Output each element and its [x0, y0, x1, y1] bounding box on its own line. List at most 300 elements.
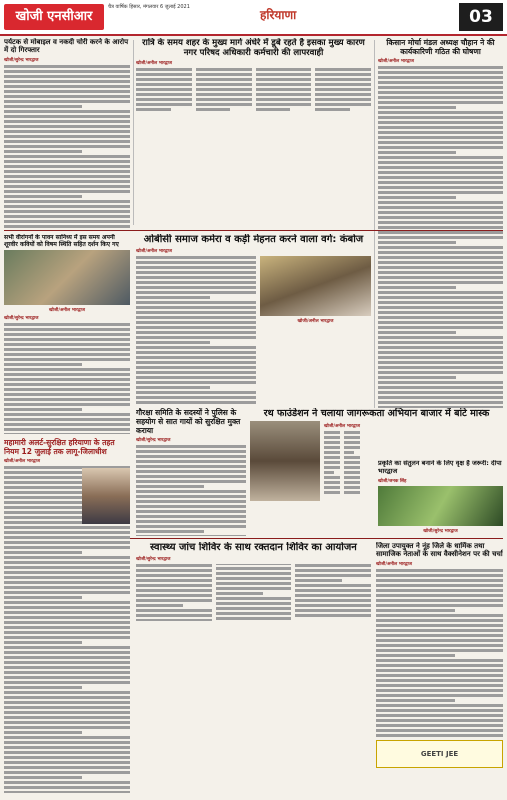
text-line [378, 326, 503, 329]
text-line [136, 301, 256, 304]
text-line [376, 664, 503, 667]
text-line [4, 373, 130, 376]
text-line [136, 276, 256, 279]
text-line [324, 441, 340, 444]
news-photo [378, 486, 503, 526]
text-line [4, 100, 130, 103]
text-line [4, 681, 130, 684]
text-line [136, 470, 246, 473]
text-line [295, 589, 371, 592]
text-line [378, 96, 503, 99]
text-line [295, 574, 371, 577]
text-line [256, 83, 312, 86]
text-line [4, 190, 130, 193]
text-line [315, 78, 371, 81]
text-line [295, 569, 371, 572]
story-vriksh [378, 460, 503, 536]
text-line [4, 328, 130, 331]
text-line [376, 599, 503, 602]
text-line [216, 612, 292, 615]
page-header [0, 0, 507, 36]
text-line [4, 741, 130, 744]
text-line [344, 431, 360, 434]
story-body [324, 431, 360, 496]
text-line [4, 556, 130, 559]
story-body [376, 569, 503, 737]
text-line [136, 286, 256, 289]
story-headline: जिला उपायुक्त ने नूंह जिले के धार्मिक तथा सामाजिक नेताओं के साथ वैक्सीनेशन पर की चर्चा [376, 542, 503, 559]
text-line [4, 526, 130, 529]
text-line [4, 393, 130, 396]
text-line [378, 166, 503, 169]
story-headline: महामारी अलर्ट-सुरक्षित हरियाणा के तहत नियम 12 जुलाई तक लागू-जिलाधीश [4, 438, 115, 456]
text-line [4, 776, 82, 779]
text-line [295, 599, 371, 602]
text-line [136, 326, 256, 329]
text-line [136, 296, 210, 299]
story-headline: ओबीसी समाज कमेरा व कड़ी मेहनत करने वाला वर्ग: कंबोज [143, 234, 364, 245]
text-line [376, 724, 503, 727]
text-line [4, 433, 130, 434]
text-line [256, 98, 312, 101]
text-line [216, 572, 292, 575]
text-line [4, 150, 82, 153]
text-line [136, 306, 256, 309]
text-line [376, 659, 503, 662]
text-line [376, 649, 503, 652]
text-line [136, 396, 256, 399]
story-byline: खोजी/सुरेन्द्र भारद्वाज [4, 57, 39, 63]
text-line [376, 734, 503, 737]
text-line [136, 599, 212, 602]
text-line [4, 220, 130, 223]
text-line [378, 141, 503, 144]
news-photo [260, 256, 371, 316]
text-line [295, 614, 371, 617]
text-line [344, 461, 360, 464]
text-line [344, 481, 360, 484]
text-line [4, 428, 130, 431]
text-line [378, 336, 503, 339]
text-line [378, 256, 503, 259]
text-line [4, 145, 130, 148]
text-line [136, 465, 246, 468]
text-line [4, 185, 130, 188]
text-line [4, 383, 130, 386]
text-line [378, 281, 503, 284]
text-line [295, 584, 371, 587]
text-line [378, 111, 503, 114]
text-line [378, 386, 503, 389]
text-line [4, 761, 130, 764]
text-line [344, 446, 360, 449]
text-line [4, 651, 130, 654]
text-line [378, 216, 503, 219]
text-line [378, 211, 503, 214]
text-line [4, 418, 130, 421]
text-line [376, 699, 455, 702]
text-line [295, 579, 342, 582]
text-line [136, 336, 256, 339]
text-line [136, 266, 256, 269]
text-line [376, 679, 503, 682]
text-line [315, 98, 371, 101]
text-line [4, 686, 82, 689]
photo-caption: खोजी/अनील भारद्वाज [49, 308, 85, 314]
text-line [216, 577, 292, 580]
text-line [315, 103, 371, 106]
text-line [136, 331, 256, 334]
text-line [136, 450, 246, 453]
text-line [376, 684, 503, 687]
text-line [4, 696, 130, 699]
text-line [4, 363, 82, 366]
text-line [378, 381, 503, 384]
text-line [136, 108, 171, 111]
text-line [256, 88, 312, 91]
text-line [376, 689, 503, 692]
text-line [4, 155, 130, 158]
story-nuh-vaccination [376, 542, 503, 794]
text-line [315, 108, 350, 111]
story-byline: खोजी/अनील भारद्वाज [136, 249, 172, 254]
text-line [4, 80, 130, 83]
text-line [4, 70, 130, 73]
story-byline: खोजी/सुरेन्द्र भारद्वाज [4, 316, 39, 322]
text-line [136, 401, 256, 404]
text-line [4, 751, 130, 754]
text-line [4, 343, 130, 346]
text-line [378, 296, 503, 299]
text-line [4, 323, 130, 326]
text-line [378, 261, 503, 264]
text-line [136, 455, 246, 458]
text-line [4, 358, 130, 361]
text-line [216, 582, 292, 585]
text-line [136, 520, 246, 523]
text-line [324, 471, 334, 474]
text-line [376, 669, 503, 672]
text-line [136, 589, 212, 592]
text-line [136, 609, 212, 612]
text-line [216, 597, 292, 600]
story-headline: रात्रि के समय शहर के मुख्य मार्ग अंधेरे में डूबे रहते है इसका मुख्य कारण नगर परिषद अधिकारी कर्मचारी की लापरवाही [142, 38, 365, 59]
text-line [378, 66, 503, 69]
text-line [376, 704, 503, 707]
text-line [136, 93, 192, 96]
text-line [4, 135, 130, 138]
text-line [196, 103, 252, 106]
story-headline: सभी वीरांगनों के पावन सानिध्य में इस समय अपनी शूरवीर कवियों को विषम स्थिति सहित दर्शन किए गए [4, 234, 119, 249]
text-line [4, 591, 130, 594]
text-line [4, 701, 130, 704]
text-line [4, 726, 130, 729]
text-line [378, 146, 503, 149]
text-line [378, 126, 503, 129]
text-line [4, 671, 130, 674]
text-line [136, 356, 256, 359]
text-line [4, 551, 82, 554]
story-byline: खोजी/सुरेन्द्र भारद्वाज [136, 557, 171, 562]
text-line [4, 413, 130, 416]
text-line [4, 175, 130, 178]
text-line [136, 515, 246, 518]
text-line [4, 105, 82, 108]
news-photo [4, 250, 130, 305]
text-line [4, 676, 130, 679]
text-line [4, 756, 130, 759]
section-title: हरियाणा [260, 8, 297, 22]
text-line [4, 531, 130, 534]
text-line [378, 266, 503, 269]
text-line [324, 436, 340, 439]
text-line [136, 510, 246, 513]
text-line [136, 381, 256, 384]
text-line [378, 176, 503, 179]
text-line [136, 594, 212, 597]
text-line [344, 471, 360, 474]
text-line [4, 546, 130, 549]
text-line [378, 246, 503, 249]
text-line [4, 661, 130, 664]
text-line [4, 626, 130, 629]
text-line [378, 131, 503, 134]
text-line [4, 786, 130, 789]
text-line [324, 446, 340, 449]
text-line [4, 631, 130, 634]
text-line [315, 93, 371, 96]
text-line [4, 125, 130, 128]
story-byline: खोजी/अनील भारद्वाज [376, 561, 412, 567]
text-line [4, 120, 130, 123]
text-line [136, 505, 246, 508]
text-line [4, 140, 130, 143]
story-gaurakshaka [136, 408, 246, 536]
photo-caption: खोजी/अनील भारद्वाज [297, 319, 334, 324]
text-line [4, 576, 130, 579]
text-line [378, 171, 503, 174]
text-line [378, 301, 503, 304]
text-line [378, 186, 503, 189]
text-line [378, 286, 456, 289]
text-line [376, 634, 503, 637]
text-line [136, 98, 192, 101]
text-line [344, 436, 360, 439]
text-line [4, 691, 130, 694]
text-line [216, 617, 292, 620]
text-line [4, 666, 130, 669]
text-line [196, 98, 252, 101]
text-line [4, 721, 130, 724]
text-line [378, 321, 503, 324]
text-line [256, 108, 291, 111]
text-line [295, 604, 371, 607]
text-line [378, 76, 503, 79]
text-line [136, 485, 204, 488]
text-line [136, 103, 192, 106]
text-line [378, 241, 456, 244]
text-line [378, 156, 503, 159]
text-line [315, 88, 371, 91]
story-body [4, 323, 130, 434]
text-line [344, 491, 360, 494]
text-line [4, 716, 130, 719]
text-line [4, 65, 130, 68]
text-line [4, 561, 130, 564]
text-line [196, 73, 252, 76]
text-line [376, 624, 503, 627]
text-line [315, 73, 371, 76]
text-line [136, 271, 256, 274]
text-line [136, 530, 204, 533]
text-line [136, 88, 192, 91]
text-line [136, 564, 212, 567]
story-byline: खोजी/अनील भारद्वाज [4, 459, 40, 464]
text-line [4, 95, 130, 98]
text-line [196, 88, 252, 91]
text-line [136, 341, 210, 344]
story-byline: खोजी/अनील भारद्वाज [378, 59, 414, 64]
story-byline: खोजी/अनील भारद्वाज [324, 424, 360, 430]
text-line [136, 475, 246, 478]
text-line [136, 376, 256, 379]
text-line [376, 644, 503, 647]
text-line [378, 101, 503, 104]
text-line [136, 480, 246, 483]
text-line [216, 587, 292, 590]
text-line [378, 201, 503, 204]
text-line [344, 456, 360, 459]
text-line [378, 251, 503, 254]
text-line [376, 594, 503, 597]
text-line [378, 136, 503, 139]
story-headline: स्वास्थ्य जांच शिविर के साथ रक्तदान शिविर का आयोजन [150, 542, 357, 553]
text-line [4, 205, 130, 208]
text-line [136, 256, 256, 259]
text-line [378, 81, 503, 84]
text-line [136, 574, 212, 577]
text-line [4, 353, 130, 356]
text-line [344, 441, 360, 444]
newspaper-masthead: खोजी एनसीआर [4, 4, 104, 30]
text-line [136, 391, 256, 394]
story-headline: गौरक्षा समिति के सदस्यों ने पुलिस के सहयोग से सात गायों को सुरक्षित मुक्त कराया [136, 408, 241, 435]
text-line [4, 566, 130, 569]
text-line [196, 78, 252, 81]
text-line [256, 68, 312, 71]
text-line [136, 316, 256, 319]
text-line [4, 641, 82, 644]
text-line [4, 536, 130, 539]
text-line [376, 729, 503, 732]
dateline: चैत्र वार्षिक हिसार, मंगलवार 6 जुलाई 2021 [108, 4, 190, 10]
story-body [136, 564, 371, 621]
text-line [378, 86, 503, 89]
text-line [324, 476, 340, 479]
text-line [136, 386, 210, 389]
text-line [136, 495, 246, 498]
text-line [378, 196, 456, 199]
text-line [376, 674, 503, 677]
story-body [136, 68, 371, 113]
advertisement[interactable]: GEETI JEE [376, 740, 503, 768]
story-body [378, 66, 503, 424]
text-line [376, 694, 503, 697]
text-line [378, 236, 503, 239]
text-line [378, 391, 503, 394]
story-streetlights [136, 38, 371, 228]
text-line [4, 586, 130, 589]
text-line [136, 371, 256, 374]
story-body [136, 445, 246, 536]
text-line [378, 151, 456, 154]
text-line [315, 83, 371, 86]
text-line [4, 180, 130, 183]
text-line [4, 200, 130, 203]
text-line [4, 225, 130, 228]
text-line [376, 584, 503, 587]
text-line [4, 398, 130, 401]
text-line [136, 604, 183, 607]
story-body [4, 65, 130, 228]
text-line [4, 170, 130, 173]
text-line [4, 368, 130, 371]
story-obc-samaj [136, 234, 371, 404]
text-line [378, 226, 503, 229]
text-line [378, 106, 456, 109]
text-line [4, 423, 130, 426]
story-headline: पर्यटक से मोबाइल व नकदी चोरी करने के आरोप में दो गिरफ्तार [4, 38, 129, 55]
text-line [136, 569, 212, 572]
story-kisan-morcha [378, 38, 503, 456]
text-line [4, 771, 130, 774]
story-headline: किसान मोर्चा मंडल अध्यक्ष चौहान ने की कार्यकारिणी गठित की घोषणा [386, 38, 495, 56]
text-line [4, 636, 130, 639]
text-line [378, 316, 503, 319]
text-line [4, 601, 130, 604]
text-line [136, 311, 256, 314]
text-line [136, 460, 246, 463]
text-line [378, 371, 503, 374]
text-line [315, 68, 371, 71]
text-line [136, 73, 192, 76]
text-line [376, 639, 503, 642]
text-line [4, 656, 130, 659]
text-line [136, 78, 192, 81]
text-line [376, 719, 503, 722]
text-line [4, 581, 130, 584]
story-health-camp [136, 542, 371, 794]
text-line [344, 466, 360, 469]
text-line [4, 791, 130, 793]
news-photo [250, 421, 320, 501]
text-line [378, 306, 503, 309]
story-mobile-theft [4, 38, 130, 228]
text-line [378, 311, 503, 314]
text-line [378, 91, 503, 94]
text-line [196, 93, 252, 96]
text-line [376, 654, 455, 657]
text-line [256, 73, 312, 76]
text-line [378, 71, 503, 74]
text-line [378, 231, 503, 234]
text-line [376, 589, 503, 592]
text-line [136, 535, 246, 536]
text-line [376, 604, 503, 607]
text-line [378, 361, 503, 364]
text-line [136, 83, 192, 86]
text-line [136, 525, 246, 528]
